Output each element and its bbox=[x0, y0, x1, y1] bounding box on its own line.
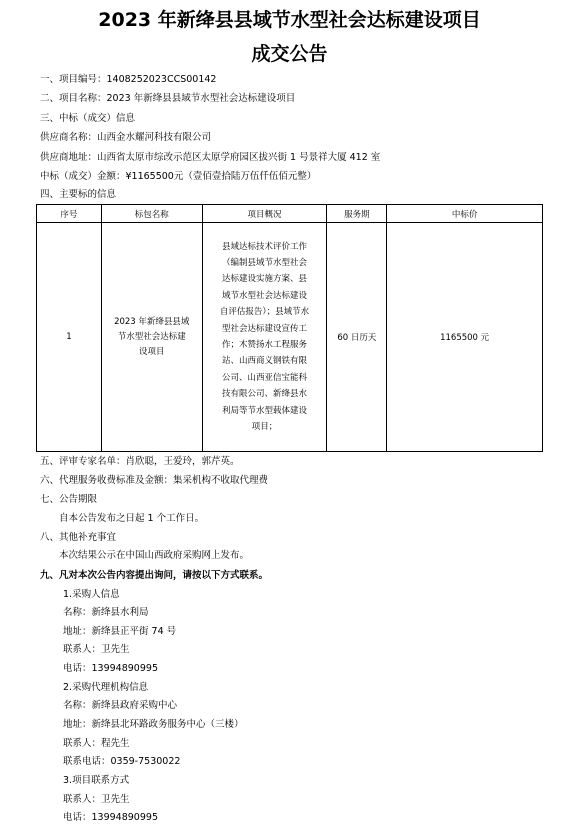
col-header-no: 序号 bbox=[37, 205, 102, 223]
cell-overview bbox=[202, 223, 327, 452]
agency-phone: 联系电话：0359-7530022 bbox=[63, 756, 181, 767]
section-notice-period: 七、公告期限 bbox=[40, 494, 98, 505]
project-number: 一、项目编号：1408252023CCS00142 bbox=[40, 74, 217, 85]
project-contact: 联系人：卫先生 bbox=[63, 794, 130, 805]
project-name: 二、项目名称：2023 年新绛县县域节水型社会达标建设项目 bbox=[40, 93, 296, 104]
col-header-package: 标包名称 bbox=[101, 205, 202, 223]
award-amount: 中标（成交）金额：¥1165500元（壹佰壹拾陆万伍仟伍佰元整） bbox=[40, 171, 317, 182]
agency-address: 地址：新绛县北环路政务服务中心（三楼） bbox=[63, 719, 244, 730]
overview-line: 利局等节水型载体建设 bbox=[222, 405, 308, 416]
document-title-line-1: 2023 年新绛县县域节水型社会达标建设项目 bbox=[98, 9, 481, 31]
overview-line: 项目； bbox=[251, 422, 278, 433]
table-row bbox=[37, 223, 543, 452]
overview-line: 作；木赞扬水工程服务 bbox=[222, 340, 308, 350]
cell-period: 60 日历天 bbox=[327, 223, 387, 452]
cell-price: 1165500 元 bbox=[387, 223, 543, 452]
cell-package bbox=[101, 223, 202, 452]
package-line: 节水型社会达标建 bbox=[117, 331, 186, 342]
supplier-name: 供应商名称：山西金水耀河科技有限公司 bbox=[40, 132, 212, 143]
overview-line: 达标建设实施方案、县 bbox=[222, 274, 308, 285]
col-header-price: 中标价 bbox=[387, 205, 543, 223]
overview-line: 自评估报告）；县域节水 bbox=[219, 307, 310, 318]
section-other-matters: 八、其他补充事宜 bbox=[40, 532, 117, 543]
overview-line: （编制县域节水型社会 bbox=[222, 257, 308, 268]
overview-line: 技有限公司、新绛县水 bbox=[222, 389, 308, 400]
section-contact: 九、凡对本次公告内容提出询问，请按以下方式联系。 bbox=[40, 570, 269, 581]
col-header-overview: 项目概况 bbox=[202, 205, 327, 223]
purchaser-phone: 电话：13994890995 bbox=[63, 663, 158, 674]
overview-line: 县域达标技术评价工作 bbox=[222, 241, 308, 252]
document-title-line-2: 成交公告 bbox=[251, 43, 328, 65]
project-phone: 电话：13994890995 bbox=[63, 812, 158, 823]
col-header-period: 服务期 bbox=[327, 205, 387, 223]
section-award-info: 三、中标（成交）信息 bbox=[40, 113, 136, 124]
package-line: 2023 年新绛县县域 bbox=[114, 316, 190, 327]
agency-name: 名称：新绛县政府采购中心 bbox=[63, 700, 178, 711]
main-items-table bbox=[36, 204, 543, 452]
notice-period-text: 自本公告发布之日起 1 个工作日。 bbox=[59, 513, 205, 524]
cell-no: 1 bbox=[37, 223, 102, 452]
project-contact-heading: 3.项目联系方式 bbox=[63, 775, 130, 786]
table-header-row bbox=[37, 205, 543, 223]
expert-list: 五、评审专家名单：肖欣聪，王爱玲，郭芹英。 bbox=[40, 456, 240, 467]
overview-line: 公司、山西亚信宝能科 bbox=[222, 372, 308, 383]
overview-line: 站、山西商义钢铁有限 bbox=[222, 356, 308, 367]
overview-line: 域节水型社会达标建设 bbox=[222, 290, 308, 301]
supplier-address: 供应商地址：山西省太原市综改示范区太原学府园区拔兴街 1 号景祥大厦 412 室 bbox=[40, 152, 381, 163]
overview-line: 型社会达标建设宣传工 bbox=[222, 323, 308, 334]
section-main-items: 四、主要标的信息 bbox=[40, 189, 117, 200]
agency-fee: 六、代理服务收费标准及金额：集采机构不收取代理费 bbox=[40, 475, 269, 486]
purchaser-address: 地址：新绛县正平街 74 号 bbox=[63, 626, 177, 637]
purchaser-contact: 联系人：卫先生 bbox=[63, 644, 130, 655]
agency-heading: 2.采购代理机构信息 bbox=[63, 682, 149, 693]
agency-contact: 联系人：程先生 bbox=[63, 738, 130, 749]
package-line: 设项目 bbox=[139, 346, 165, 357]
purchaser-name: 名称：新绛县水利局 bbox=[63, 607, 149, 618]
purchaser-heading: 1.采购人信息 bbox=[63, 589, 120, 600]
other-matters-text: 本次结果公示在中国山西政府采购网上发布。 bbox=[59, 550, 250, 561]
